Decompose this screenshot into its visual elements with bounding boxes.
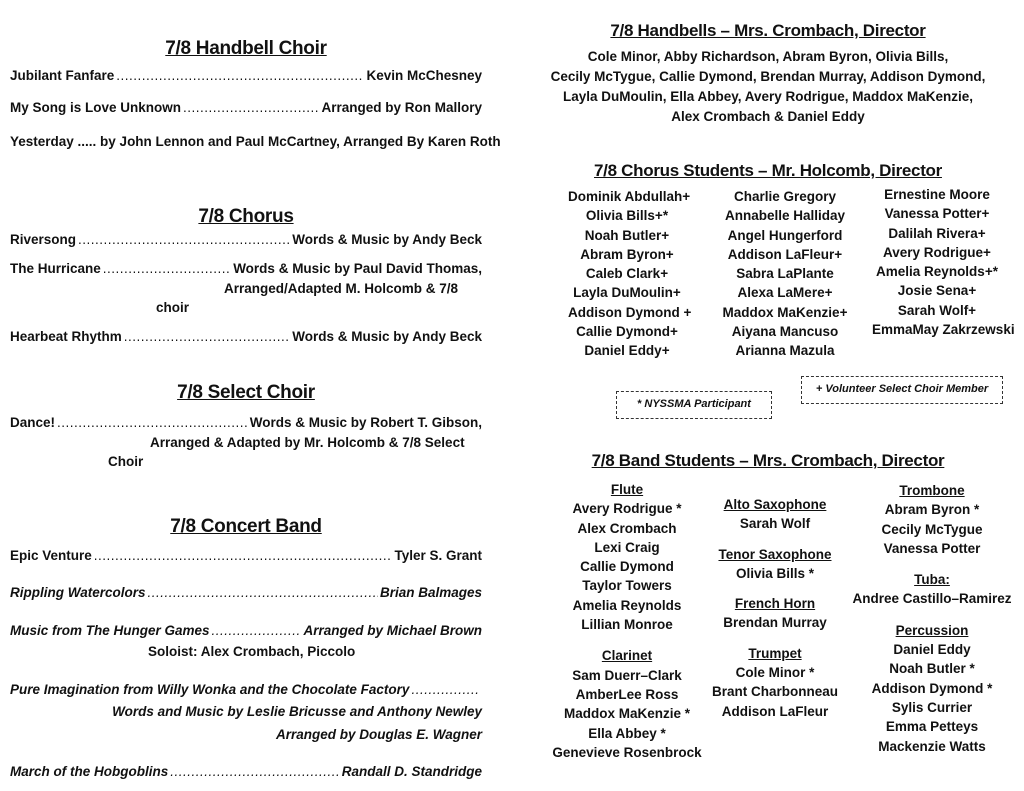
piece-arranger: Arranged & Adapted by Mr. Holcomb & 7/8 Select bbox=[150, 435, 465, 450]
program-entry bbox=[10, 132, 501, 152]
student-name: Cecily McTygue bbox=[881, 521, 983, 537]
piece-title: Pure Imagination from Willy Wonka and the Chocolate Factory bbox=[10, 682, 410, 697]
student-name: Aiyana Mancuso bbox=[731, 324, 839, 340]
student-name: Daniel Eddy+ bbox=[584, 343, 670, 359]
chorus-column-1 bbox=[568, 187, 692, 361]
student-name: Olivia Bills * bbox=[735, 565, 815, 581]
student-name: Abram Byron+ bbox=[580, 246, 674, 262]
student-name: Sam Duerr–Clark bbox=[572, 667, 682, 683]
student-name: Dominik Abdullah+ bbox=[568, 189, 691, 204]
chorus-column-3 bbox=[872, 185, 1015, 339]
piece-title: Yesterday ..... by John Lennon and Paul McCartney, Arranged By Karen Roth bbox=[10, 134, 501, 149]
piece-credit: Words & Music by Paul David Thomas, bbox=[233, 261, 482, 276]
program-entry bbox=[10, 98, 482, 118]
student-name: Addison Dymond + bbox=[568, 304, 692, 320]
handbells-names-line: Cecily McTygue, Callie Dymond, Brendan Murray, Addison Dymond, bbox=[550, 69, 986, 84]
student-name: EmmaMay Zakrzewski bbox=[872, 322, 1015, 338]
student-name: Addison LaFleur+ bbox=[727, 246, 843, 262]
student-name: Layla DuMoulin+ bbox=[573, 285, 681, 301]
program-entry bbox=[10, 327, 482, 347]
student-name: Alexa LaMere+ bbox=[737, 285, 833, 301]
nyssma-note: * NYSSMA Participant bbox=[616, 391, 772, 419]
performers-page bbox=[512, 0, 1024, 791]
chorus-column-2 bbox=[720, 187, 850, 361]
section-label-clarinet: Clarinet bbox=[601, 648, 653, 664]
student-name: Charlie Gregory bbox=[733, 189, 837, 204]
student-name: Mackenzie Watts bbox=[878, 738, 986, 754]
student-name: Avery Rodrigue+ bbox=[883, 244, 991, 260]
student-name: Amelia Reynolds+* bbox=[876, 264, 998, 280]
student-name: Noah Butler+ bbox=[584, 227, 670, 243]
piece-title: March of the Hobgoblins bbox=[10, 764, 169, 779]
piece-title: Riversong bbox=[10, 232, 77, 247]
program-entry bbox=[10, 621, 482, 641]
piece-arranger-cont: Choir bbox=[108, 454, 144, 469]
student-name: Lexi Craig bbox=[594, 539, 660, 555]
piece-soloist: Soloist: Alex Crombach, Piccolo bbox=[148, 644, 356, 659]
student-name: Emma Petteys bbox=[885, 719, 979, 735]
piece-credit: Words & Music by Andy Beck bbox=[292, 232, 482, 247]
program-entry bbox=[10, 680, 482, 700]
student-name: Josie Sena+ bbox=[897, 283, 977, 299]
student-name: Andree Castillo–Ramirez bbox=[852, 591, 1012, 607]
student-name: Brendan Murray bbox=[723, 615, 827, 631]
band-column-1 bbox=[552, 480, 702, 762]
piece-credit: Arranged by Michael Brown bbox=[303, 623, 482, 638]
student-name: Avery Rodrigue * bbox=[572, 501, 682, 517]
student-name: Vanessa Potter bbox=[883, 540, 981, 556]
student-name: Daniel Eddy bbox=[893, 642, 971, 658]
student-name: Taylor Towers bbox=[582, 578, 672, 594]
handbells-heading: 7/8 Handbells – Mrs. Crombach, Director bbox=[610, 21, 926, 40]
piece-title: Hearbeat Rhythm bbox=[10, 329, 122, 344]
student-name: Ernestine Moore bbox=[884, 187, 990, 202]
piece-title: Dance! bbox=[10, 415, 56, 430]
piece-arranger: Arranged/Adapted M. Holcomb & 7/8 bbox=[224, 281, 459, 296]
section-label-tuba: Tuba: bbox=[914, 572, 950, 588]
piece-credit: Arranged by Ron Mallory bbox=[321, 100, 482, 115]
handbells-names-line: Cole Minor, Abby Richardson, Abram Byron, Olivia Bills, bbox=[587, 49, 949, 64]
piece-arranger-cont: choir bbox=[156, 300, 190, 315]
student-name: Amelia Reynolds bbox=[572, 597, 682, 613]
program-entry bbox=[10, 66, 482, 86]
piece-title: The Hurricane bbox=[10, 261, 101, 276]
student-name: Sylis Currier bbox=[891, 699, 973, 715]
program-entry bbox=[10, 259, 482, 279]
student-name: Cole Minor * bbox=[735, 665, 815, 681]
handbell-choir-heading: 7/8 Handbell Choir bbox=[165, 38, 327, 59]
student-name: Dalilah Rivera+ bbox=[888, 225, 986, 241]
piece-arranger: Arranged by Douglas E. Wagner bbox=[275, 727, 482, 742]
student-name: Abram Byron * bbox=[884, 502, 980, 518]
handbells-names-line: Alex Crombach & Daniel Eddy bbox=[671, 109, 865, 124]
piece-composer: Words and Music by Leslie Bricusse and Anthony Newley bbox=[112, 704, 482, 719]
program-entry bbox=[10, 546, 482, 566]
piece-title: Music from The Hunger Games bbox=[10, 623, 210, 638]
piece-title: Jubilant Fanfare bbox=[10, 68, 115, 83]
program-entry bbox=[10, 762, 482, 782]
student-name: Noah Butler * bbox=[889, 661, 975, 677]
piece-title: Epic Venture bbox=[10, 548, 92, 563]
student-name: Annabelle Halliday bbox=[724, 208, 846, 224]
section-label-alto-sax: Alto Saxophone bbox=[723, 497, 827, 512]
piece-title: Rippling Watercolors bbox=[10, 585, 146, 600]
student-name: Genevieve Rosenbrock bbox=[552, 744, 702, 760]
piece-credit: Randall D. Standridge bbox=[341, 764, 482, 779]
piece-title: My Song is Love Unknown bbox=[10, 100, 182, 115]
student-name: Ella Abbey * bbox=[588, 725, 666, 741]
section-label-tenor-sax: Tenor Saxophone bbox=[718, 546, 832, 562]
select-choir-heading: 7/8 Select Choir bbox=[177, 382, 315, 403]
student-name: Callie Dymond+ bbox=[576, 324, 678, 340]
student-name: Caleb Clark+ bbox=[585, 266, 669, 282]
volunteer-note: + Volunteer Select Choir Member bbox=[801, 376, 1003, 404]
student-name: Arianna Mazula bbox=[735, 343, 835, 359]
student-name: Sarah Wolf bbox=[739, 516, 811, 532]
piece-credit: Words & Music by Andy Beck bbox=[292, 329, 482, 344]
section-label-trumpet: Trumpet bbox=[748, 645, 802, 661]
student-name: AmberLee Ross bbox=[575, 686, 679, 702]
piece-credit: Brian Balmages bbox=[379, 585, 482, 600]
student-name: Sabra LaPlante bbox=[736, 266, 834, 282]
student-name: Olivia Bills+* bbox=[585, 208, 669, 224]
section-label-flute: Flute bbox=[610, 482, 644, 497]
student-name: Lillian Monroe bbox=[581, 617, 673, 633]
concert-band-heading: 7/8 Concert Band bbox=[170, 516, 322, 537]
student-name: Sarah Wolf+ bbox=[897, 302, 977, 318]
band-students-heading: 7/8 Band Students – Mrs. Crombach, Director bbox=[591, 451, 945, 470]
student-name: Vanessa Potter+ bbox=[884, 206, 990, 222]
piece-credit: Kevin McChesney bbox=[366, 68, 482, 83]
section-label-french-horn: French Horn bbox=[734, 596, 816, 612]
band-column-3 bbox=[852, 481, 1012, 756]
band-column-2 bbox=[712, 495, 838, 721]
student-name: Brant Charbonneau bbox=[712, 684, 839, 700]
program-entry bbox=[10, 230, 482, 250]
chorus-students-heading: 7/8 Chorus Students – Mr. Holcomb, Director bbox=[594, 161, 942, 180]
student-name: Callie Dymond bbox=[580, 559, 674, 575]
chorus-heading: 7/8 Chorus bbox=[198, 206, 294, 227]
student-name: Addison LaFleur bbox=[721, 703, 829, 719]
student-name: Angel Hungerford bbox=[727, 227, 843, 243]
section-label-percussion: Percussion bbox=[895, 622, 969, 638]
program-entry bbox=[10, 413, 482, 433]
student-name: Addison Dymond * bbox=[871, 680, 993, 696]
student-name: Alex Crombach bbox=[577, 520, 677, 536]
program-entry bbox=[10, 583, 482, 603]
student-name: Maddox MaKenzie * bbox=[563, 706, 691, 722]
section-label-trombone: Trombone bbox=[899, 483, 965, 498]
handbells-names-line: Layla DuMoulin, Ella Abbey, Avery Rodrigue, Maddox MaKenzie, bbox=[562, 89, 974, 104]
student-name: Maddox MaKenzie+ bbox=[722, 304, 848, 320]
piece-credit: Words & Music by Robert T. Gibson, bbox=[249, 415, 482, 430]
piece-credit: Tyler S. Grant bbox=[394, 548, 482, 563]
